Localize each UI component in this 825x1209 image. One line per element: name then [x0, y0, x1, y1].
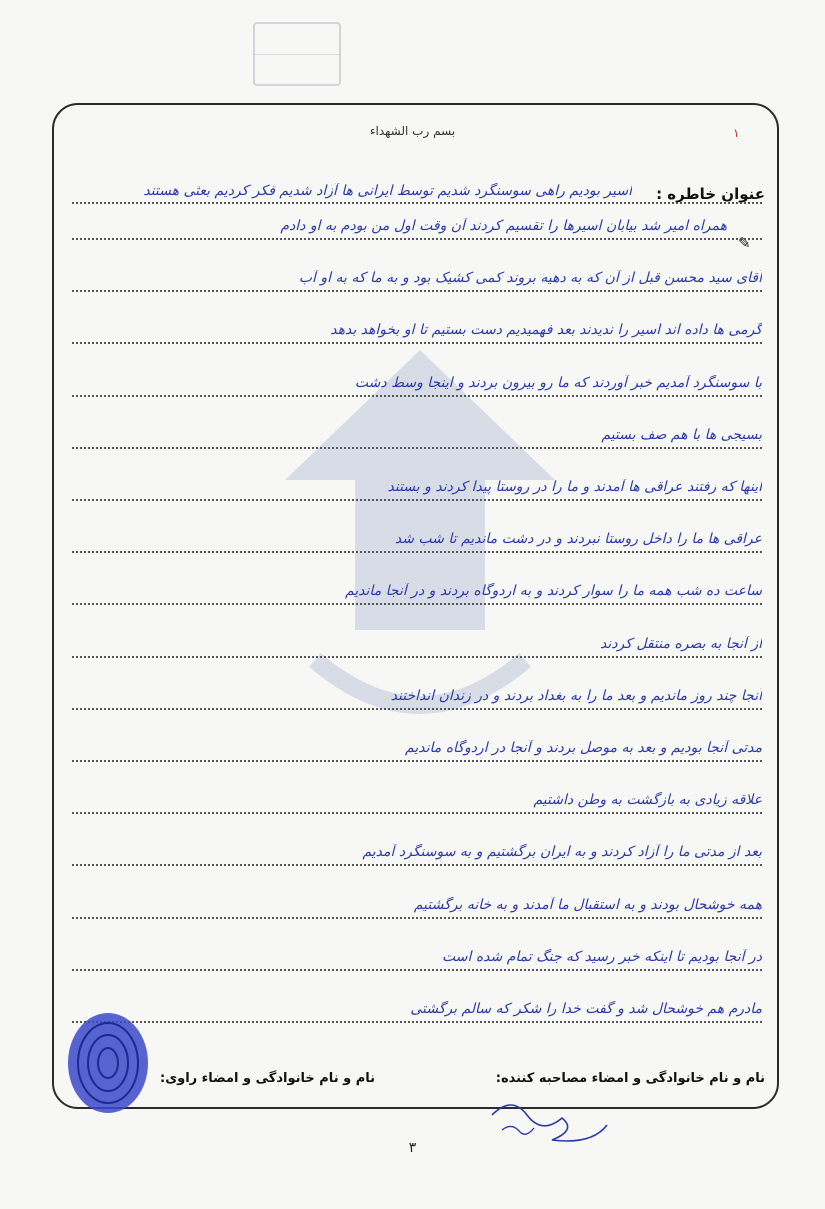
ruled-line — [72, 812, 762, 814]
ruled-line — [72, 447, 762, 449]
pencil-icon: ✎ — [738, 234, 751, 252]
memoir-line: آقای سید محسن قبل از آن که به دهیه بروند کمی کشیک بود و به ما که به او آب — [298, 270, 762, 286]
memoir-line: همراه امیر شد بیابان اسیرها را تقسیم کردند آن وقت اول من بودم به او دادم — [280, 218, 727, 234]
ruled-line — [72, 917, 762, 919]
ruled-line — [72, 551, 762, 553]
memoir-line: عراقی ها ما را داخل روستا نبردند و در دشت ماندیم تا شب شد — [394, 531, 762, 547]
ruled-line — [72, 656, 762, 658]
narrator-thumbprint — [62, 1005, 154, 1115]
ruled-line — [72, 290, 762, 292]
ruled-line — [72, 499, 762, 501]
memoir-line: بعد از مدتی ما را آزاد کردند و به ایران برگشتیم و به سوسنگرد آمدیم — [362, 844, 762, 860]
ruled-line — [72, 238, 762, 240]
ruled-line — [72, 864, 762, 866]
ruled-line — [72, 1021, 762, 1023]
memoir-line: مادرم هم خوشحال شد و گفت خدا را شکر که سالم برگشتی — [410, 1001, 762, 1017]
archive-stamp — [253, 22, 341, 86]
memoir-line: از آنجا به بصره منتقل کردند — [600, 636, 762, 652]
ruled-line — [72, 760, 762, 762]
memoir-title-label: عنوان خاطره : — [656, 185, 765, 203]
memoir-line: در آنجا بودیم تا اینکه خبر رسید که جنگ تمام شده است — [442, 949, 762, 965]
ruled-line — [72, 969, 762, 971]
ruled-line — [72, 342, 762, 344]
basmala-heading: بسم رب الشهداء — [369, 124, 456, 138]
page-number: ۳ — [408, 1140, 417, 1156]
memoir-line: آنجا چند روز ماندیم و بعد ما را به بغداد بردند و در زندان انداختند — [390, 688, 762, 704]
memoir-line: ساعت ده شب همه ما را سوار کردند و به اردوگاه بردند و در آنجا ماندیم — [344, 583, 762, 599]
memoir-line: مدتی آنجا بودیم و بعد به موصل بردند و آنجا در اردوگاه ماندیم — [405, 740, 762, 756]
memoir-line: اینها که رفتند عراقی ها آمدند و ما را در روستا پیدا کردند و بستند — [387, 479, 762, 495]
memoir-line: گرمی ها داده اند اسیر را ندیدند بعد فهمیدیم دست بستیم تا او بخواهد بدهد — [330, 322, 762, 338]
ruled-line — [72, 708, 762, 710]
red-mark: ۱ — [733, 126, 740, 140]
ruled-line — [72, 603, 762, 605]
memoir-line: علاقه زیادی به بازگشت به وطن داشتیم — [533, 792, 762, 808]
interviewer-signature-label: نام و نام خانوادگی و امضاء مصاحبه کننده: — [495, 1071, 765, 1086]
memoir-line: بسیجی ها با هم صف بستیم — [601, 427, 762, 443]
ruled-line — [72, 395, 762, 397]
memoir-title-text: اسیر بودیم راهی سوسنگرد شدیم توسط ایرانی ها آزاد شدیم فکر کردیم بعثی هستند — [143, 183, 632, 199]
memoir-line: همه خوشحال بودند و به استقبال ما آمدند و به خانه برگشتیم — [413, 897, 762, 913]
ruled-line — [72, 202, 762, 204]
narrator-signature-label: نام و نام خانوادگی و امضاء راوی: — [160, 1071, 375, 1086]
memoir-line: با سوسنگرد آمدیم خبر آوردند که ما رو بیرون بردند و اینجا وسط دشت — [354, 375, 762, 391]
